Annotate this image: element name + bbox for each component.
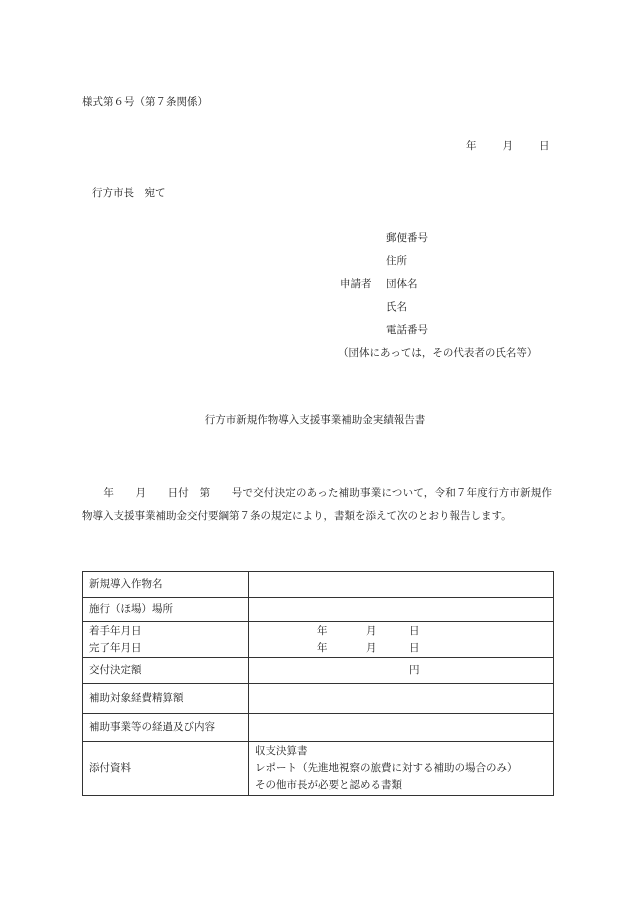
settlement-field[interactable]: [249, 684, 554, 714]
applicant-postal-code-label: 郵便番号: [386, 232, 428, 244]
date-year: 年: [466, 140, 477, 152]
yen-unit: 円: [409, 664, 420, 676]
applicant-representative-note: （団体にあっては，その代表者の氏名等）: [338, 347, 538, 359]
addressee: 行方市長 宛て: [92, 187, 166, 199]
attachment-item: レポート（先進地視察の旅費に対する補助の場合のみ）: [255, 762, 518, 774]
end-date-value: 年 月 日: [317, 641, 420, 654]
settlement-label: 補助対象経費精算額: [83, 684, 249, 714]
progress-label: 補助事業等の経過及び内容: [83, 714, 249, 742]
applicant-phone-label: 電話番号: [386, 324, 428, 336]
table-row: [83, 742, 554, 796]
crop-name-label: 新規導入作物名: [83, 572, 249, 598]
end-date-label: 完了年月日: [89, 641, 142, 654]
table-row: [83, 684, 554, 714]
progress-field[interactable]: [249, 714, 554, 742]
start-date-value: 年 月 日: [317, 624, 420, 637]
table-row: [83, 572, 554, 598]
body-paragraph: 年 月 日付 第 号で交付決定のあった補助事業について，令和７年度行方市新規作物導入支援事業補助金交付要綱第７条の規定により，書類を添えて次のとおり報告します。: [82, 487, 552, 522]
attachment-item: 収支決算書: [255, 745, 308, 757]
site-field[interactable]: [249, 598, 554, 622]
attachments-label: 添付資料: [83, 742, 249, 796]
date-month: 月: [502, 140, 513, 152]
applicant-group-name-label: 団体名: [386, 278, 418, 290]
table-row: [83, 622, 554, 658]
decision-amount-field[interactable]: [249, 658, 554, 684]
site-label: 施行（ほ場）場所: [83, 598, 249, 622]
table-row: [83, 658, 554, 684]
applicant-role-label: 申請者: [340, 278, 372, 290]
applicant-address-label: 住所: [386, 255, 407, 267]
crop-name-field[interactable]: [249, 572, 554, 598]
attachment-item: その他市長が必要と認める書類: [255, 779, 402, 791]
decision-amount-label: 交付決定額: [83, 658, 249, 684]
report-date: [466, 140, 550, 153]
document-title: 行方市新規作物導入支援事業補助金実績報告書: [204, 414, 426, 426]
table-row: [83, 714, 554, 742]
form-number: 様式第６号（第７条関係）: [82, 96, 208, 108]
attachments-list: [249, 742, 554, 796]
date-day: 日: [539, 140, 550, 152]
start-date-label: 着手年月日: [89, 624, 142, 637]
report-table: [82, 571, 554, 796]
date-range-field[interactable]: [249, 622, 554, 658]
applicant-name-label: 氏名: [386, 301, 407, 313]
table-row: [83, 598, 554, 622]
